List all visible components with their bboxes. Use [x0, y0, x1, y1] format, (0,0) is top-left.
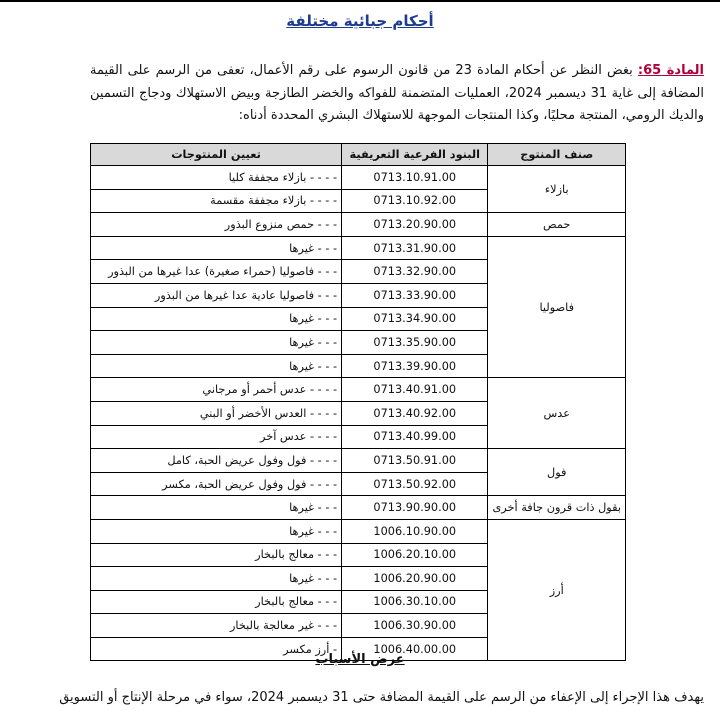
- header-product-type: صنف المنتوج: [488, 144, 626, 166]
- desc-cell: - - - - بازلاء مجففة مقسمة: [91, 189, 342, 213]
- products-table: [90, 143, 626, 661]
- code-cell: 1006.10.90.00: [342, 519, 488, 543]
- grounds-title: عرض الأسباب: [315, 652, 405, 667]
- article-paragraph: [90, 60, 704, 128]
- desc-cell: - - - غيرها: [91, 331, 342, 355]
- header-tariff-code: البنود الفرعية التعريفية: [342, 144, 488, 166]
- desc-cell: - - - فاصوليا عادية عدا غيرها من البذور: [91, 283, 342, 307]
- code-cell: 1006.30.90.00: [342, 614, 488, 638]
- top-border-line: [0, 0, 720, 2]
- desc-cell: - - - غيرها: [91, 354, 342, 378]
- table-row: [91, 378, 626, 402]
- code-cell: 0713.33.90.00: [342, 283, 488, 307]
- desc-cell: - - - فاصوليا (حمراء صغيرة) عدا غيرها من البذور: [91, 260, 342, 284]
- code-cell: 1006.20.90.00: [342, 567, 488, 591]
- type-cell: أرز: [488, 519, 626, 661]
- code-cell: 1006.30.10.00: [342, 590, 488, 614]
- type-cell: عدس: [488, 378, 626, 449]
- type-cell: بازلاء: [488, 166, 626, 213]
- code-cell: 0713.40.91.00: [342, 378, 488, 402]
- type-cell: فول: [488, 449, 626, 496]
- desc-cell: - أرز مكسر: [91, 637, 342, 661]
- table-row: [91, 496, 626, 520]
- code-cell: 1006.40.00.00: [342, 637, 488, 661]
- code-cell: 0713.35.90.00: [342, 331, 488, 355]
- code-cell: 0713.40.92.00: [342, 401, 488, 425]
- desc-cell: - - - غيرها: [91, 307, 342, 331]
- type-cell: بقول ذات قرون جافة أخرى: [488, 496, 626, 520]
- code-cell: 0713.50.92.00: [342, 472, 488, 496]
- desc-cell: - - - - العدس الأخضر أو البني: [91, 401, 342, 425]
- desc-cell: - - - معالج بالبخار: [91, 543, 342, 567]
- desc-cell: - - - - عدس آخر: [91, 425, 342, 449]
- section-heading: أحكام جبائية مختلفة: [286, 12, 434, 30]
- code-cell: 0713.40.99.00: [342, 425, 488, 449]
- header-product-designation: تعيين المنتوجات: [91, 144, 342, 166]
- desc-cell: - - - غيرها: [91, 519, 342, 543]
- desc-cell: - - - غير معالجة بالبخار: [91, 614, 342, 638]
- desc-cell: - - - - فول وفول عريض الحبة، كامل: [91, 449, 342, 473]
- table-row: [91, 519, 626, 543]
- desc-cell: - - - - عدس أحمر أو مرجاني: [91, 378, 342, 402]
- code-cell: 0713.31.90.00: [342, 236, 488, 260]
- table-row: [91, 449, 626, 473]
- desc-cell: - - - - بازلاء مجففة كليا: [91, 166, 342, 190]
- type-cell: فاصوليا: [488, 236, 626, 378]
- code-cell: 0713.50.91.00: [342, 449, 488, 473]
- table-row: [91, 166, 626, 190]
- code-cell: 0713.34.90.00: [342, 307, 488, 331]
- type-cell: حمص: [488, 213, 626, 237]
- article-label: المادة 65:: [637, 63, 705, 78]
- desc-cell: - - - حمص منزوع البذور: [91, 213, 342, 237]
- code-cell: 0713.90.90.00: [342, 496, 488, 520]
- code-cell: 0713.10.92.00: [342, 189, 488, 213]
- table-row: [91, 213, 626, 237]
- code-cell: 0713.32.90.00: [342, 260, 488, 284]
- desc-cell: - - - غيرها: [91, 496, 342, 520]
- code-cell: 0713.39.90.00: [342, 354, 488, 378]
- table-row: [91, 236, 626, 260]
- table-header-row: [91, 144, 626, 166]
- desc-cell: - - - غيرها: [91, 236, 342, 260]
- article-text: بغض النظر عن أحكام المادة 23 من قانون الرسوم على رقم الأعمال، تعفى من الرسم على القيمة المضافة إلى غاية 31 ديسمبر 2024، العمليات المتضمنة للفواكه والخضر الطازجة وبيض الاستهلاك ودجاج التسمين والديك الرومي، المنتجة محليًا، وكذا المنتجات الموجهة للاستهلاك البشري المحددة أدناه:: [90, 63, 704, 123]
- desc-cell: - - - - فول وفول عريض الحبة، مكسر: [91, 472, 342, 496]
- code-cell: 0713.10.91.00: [342, 166, 488, 190]
- grounds-paragraph: يهدف هذا الإجراء إلى الإعفاء من الرسم على القيمة المضافة حتى 31 ديسمبر 2024، سواء في مرحلة الإنتاج أو التسويق: [59, 690, 704, 705]
- code-cell: 1006.20.10.00: [342, 543, 488, 567]
- code-cell: 0713.20.90.00: [342, 213, 488, 237]
- desc-cell: - - - غيرها: [91, 567, 342, 591]
- desc-cell: - - - معالج بالبخار: [91, 590, 342, 614]
